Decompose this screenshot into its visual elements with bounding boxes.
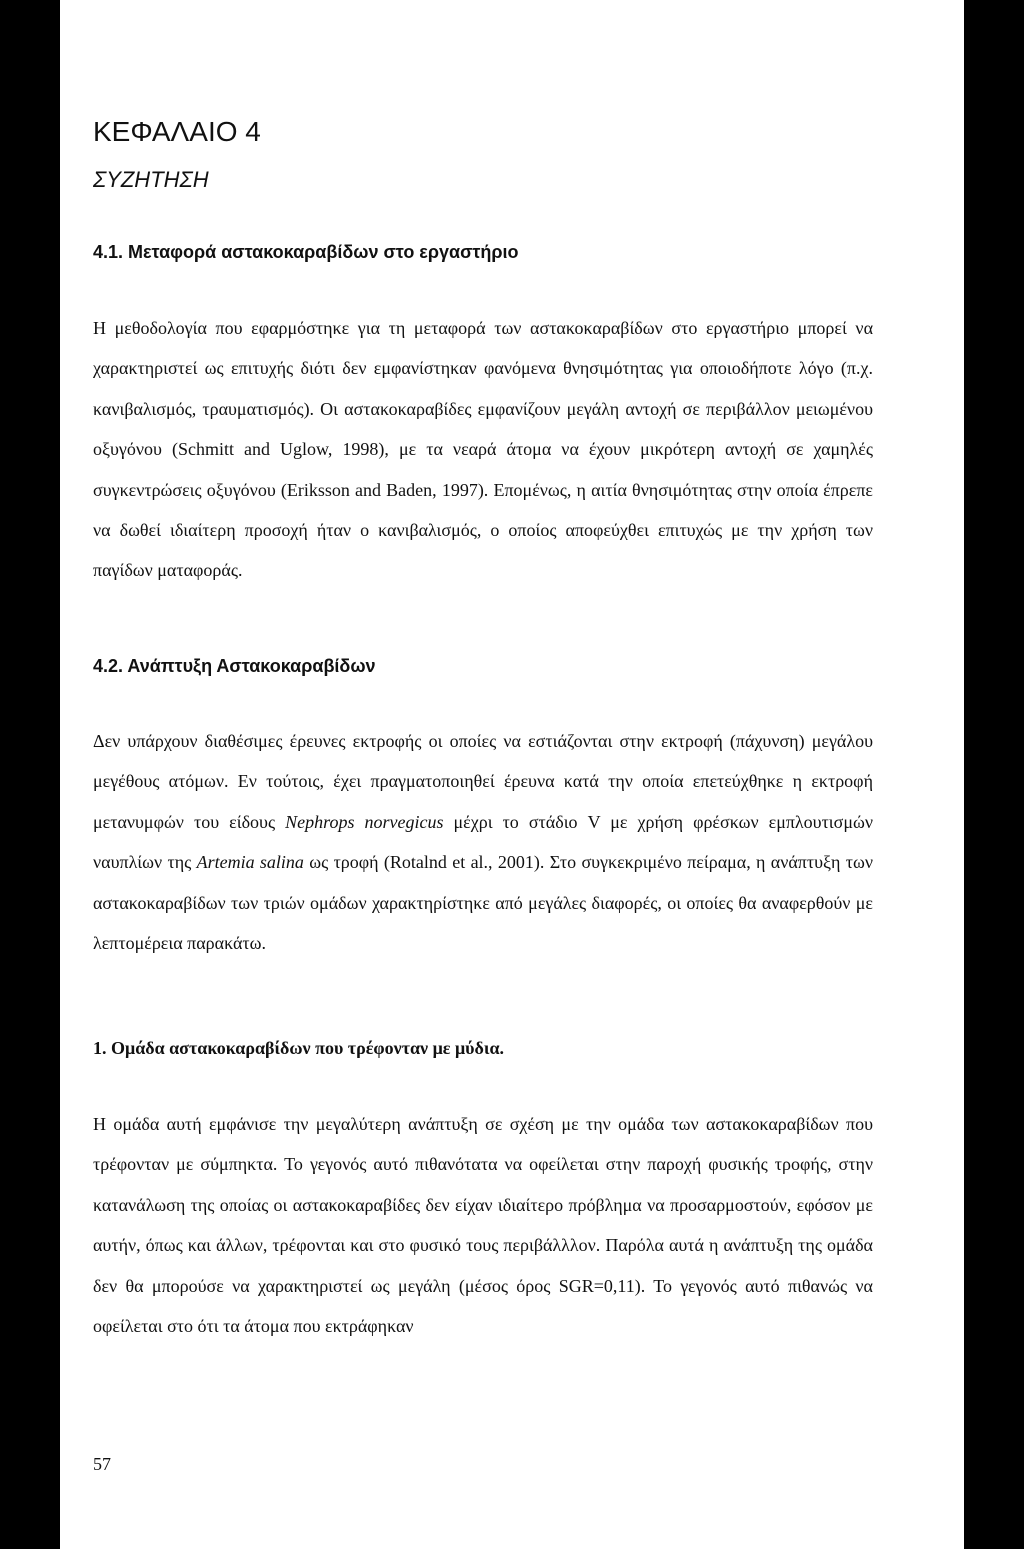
group-1-heading: 1. Ομάδα αστακοκαραβίδων που τρέφονταν με μύδια. (93, 1038, 504, 1058)
paragraph-text: Δεν υπάρχουν διαθέσιμες έρευνες εκτροφής οι οποίες να εστιάζονται στην εκτροφή (πάχυνση) μεγάλου μεγέθους ατόμων. Εν τούτοις, έχει πραγματοποιηθεί έρευνα κατά την οποία επετεύχθηκε η εκτροφή μετανυμφών του είδους (93, 731, 873, 832)
section-4-2-paragraph (93, 721, 873, 963)
species-name: Nephrops norvegicus (285, 811, 444, 832)
section-heading-4-1: 4.1. Μεταφορά αστακοκαραβίδων στο εργαστήριο (93, 242, 519, 262)
chapter-title: ΚΕΦΑΛΑΙΟ 4 (93, 116, 261, 147)
paragraph-text: μέχρι το στάδιο V με χρήση φρέσκων εμπλουτισμών ναυπλίων της (93, 811, 873, 873)
section-4-1-paragraph: Η μεθοδολογία που εφαρμόστηκε για τη μεταφορά των αστακοκαραβίδων στο εργαστήριο μπορεί να χαρακτηριστεί ως επιτυχής διότι δεν εμφανίστηκαν φανόμενα θνησιμότητας για οποιοδήποτε λόγο (π.χ. κανιβαλισμός, τραυματισμός). Οι αστακοκαραβίδες εμφανίζουν μεγάλη αντοχή σε περιβάλλον μειωμένου οξυγόνου (Schmitt and Uglow, 1998), με τα νεαρά άτομα να έχουν μικρότερη αντοχή σε χαμηλές συγκεντρώσεις οξυγόνου (Eriksson and Baden, 1997). Επομένως, η αιτία θνησιμότητας στην οποία έπρεπε να δωθεί ιδιαίτερη προσοχή ήταν ο κανιβαλισμός, ο οποίος αποφεύχθει επιτυχώς με την χρήση των παγίδων ματαφοράς. (93, 318, 873, 581)
document-page (60, 0, 964, 1549)
paragraph-text: ως τροφή (Rotalnd et al., 2001). Στο συγκεκριμένο πείραμα, η ανάπτυξη των αστακοκαραβίδων των τριών ομάδων χαρακτηρίστηκε από μεγάλες διαφορές, οι οποίες θα αναφερθούν με λεπτομέρεια παρακάτω. (93, 852, 874, 954)
chapter-subtitle: ΣΥΖΗΤΗΣΗ (93, 167, 209, 192)
section-heading-4-2: 4.2. Ανάπτυξη Αστακοκαραβίδων (93, 656, 376, 676)
page-number: 57 (93, 1454, 111, 1474)
species-name: Artemia salina (196, 852, 304, 873)
group-1-paragraph: Η ομάδα αυτή εμφάνισε την μεγαλύτερη ανάπτυξη σε σχέση με την ομάδα των αστακοκαραβίδων που τρέφονταν με σύμπηκτα. Το γεγονός αυτό πιθανότατα να οφείλεται στην παροχή φυσικής τροφής, στην κατανάλωση της οποίας οι αστακοκαραβίδες δεν είχαν ιδιαίτερο πρόβλημα να προσαρμοστούν, εφόσον με αυτήν, όπως και άλλων, τρέφονται και στο φυσικό τους περιβάλλλον. Παρόλα αυτά η ανάπτυξη της ομάδα δεν θα μπορούσε να χαρακτηριστεί ως μεγάλη (μέσος όρος SGR=0,11). Το γεγονός αυτό πιθανώς να οφείλεται στο ότι τα άτομα που εκτράφηκαν (93, 1114, 873, 1337)
